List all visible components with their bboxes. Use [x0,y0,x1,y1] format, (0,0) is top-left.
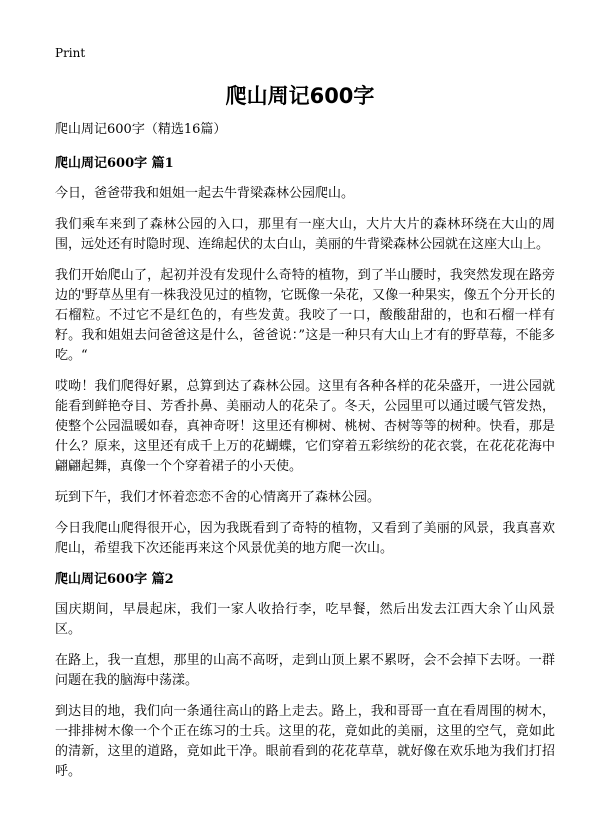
paragraph: 今日我爬山爬得很开心，因为我既看到了奇特的植物，又看到了美丽的风景，我真喜欢爬山，希望我下次还能再来这个风景优美的地方爬一次山。 [55,521,555,556]
paragraph: 我们开始爬山了，起初并没有发现什么奇特的植物，到了半山腰时，我突然发现在路旁边的'野草丛里有一株我没见过的植物，它既像一朵花，又像一种果实，像五个分开长的石榴粒。不过它不是红色的，有些发黄。我咬了一口，酸酸甜甜的，也和石榴一样有籽。我和姐姐去问爸爸这是什么，爸爸说：”这是一种只有大山上才有的野草莓，不能多吃。“ [55,268,555,363]
document-title: 爬山周记600字 [225,84,375,108]
paragraph: 哎呦！我们爬得好累，总算到达了森林公园。这里有各种各样的花朵盛开，一进公园就能看到鲜艳夺目、芳香扑鼻、美丽动人的花朵了。冬天，公园里可以通过暖气管发热，使整个公园温暖如春，真神奇呀！这里还有柳树、桃树、杏树等等的树种。快看，那是什么？原来，这里还有成千上万的花蝴蝶，它们穿着五彩缤纷的花衣裳，在花花花海中翩翩起舞，真像一个个穿着裙子的小天使。 [55,379,555,474]
section-heading-1: 爬山周记600字 篇1 [55,156,174,171]
paragraph: 国庆期间，早晨起床，我们一家人收拾行李，吃早餐，然后出发去江西大余丫山风景区。 [55,602,555,637]
print-link[interactable]: Print [55,46,86,60]
paragraph: 今日，爸爸带我和姐姐一起去牛背梁森林公园爬山。 [55,186,355,201]
section-heading-2: 爬山周记600字 篇2 [55,572,174,587]
paragraph: 到达目的地，我们向一条通往高山的路上走去。路上，我和哥哥一直在看周围的树木，一排排树木像一个个正在练习的士兵。这里的花，竟如此的美丽，这里的空气，竟如此的清新，这里的道路，竟如此干净。眼前看到的花花草草，就好像在欢乐地为我们打招呼。 [55,704,555,779]
paragraph: 在路上，我一直想，那里的山高不高呀，走到山顶上累不累呀，会不会掉下去呀。一群问题在我的脑海中荡漾。 [55,653,555,688]
article-subtitle: 爬山周记600字（精选16篇） [55,122,227,137]
article-body [55,120,555,793]
paragraph: 我们乘车来到了森林公园的入口，那里有一座大山，大片大片的森林环绕在大山的周围，远处还有时隐时现、连绵起伏的太白山，美丽的牛背梁森林公园就在这座大山上。 [55,217,555,252]
paragraph: 玩到下午，我们才怀着恋恋不舍的心情离开了森林公园。 [55,490,381,505]
